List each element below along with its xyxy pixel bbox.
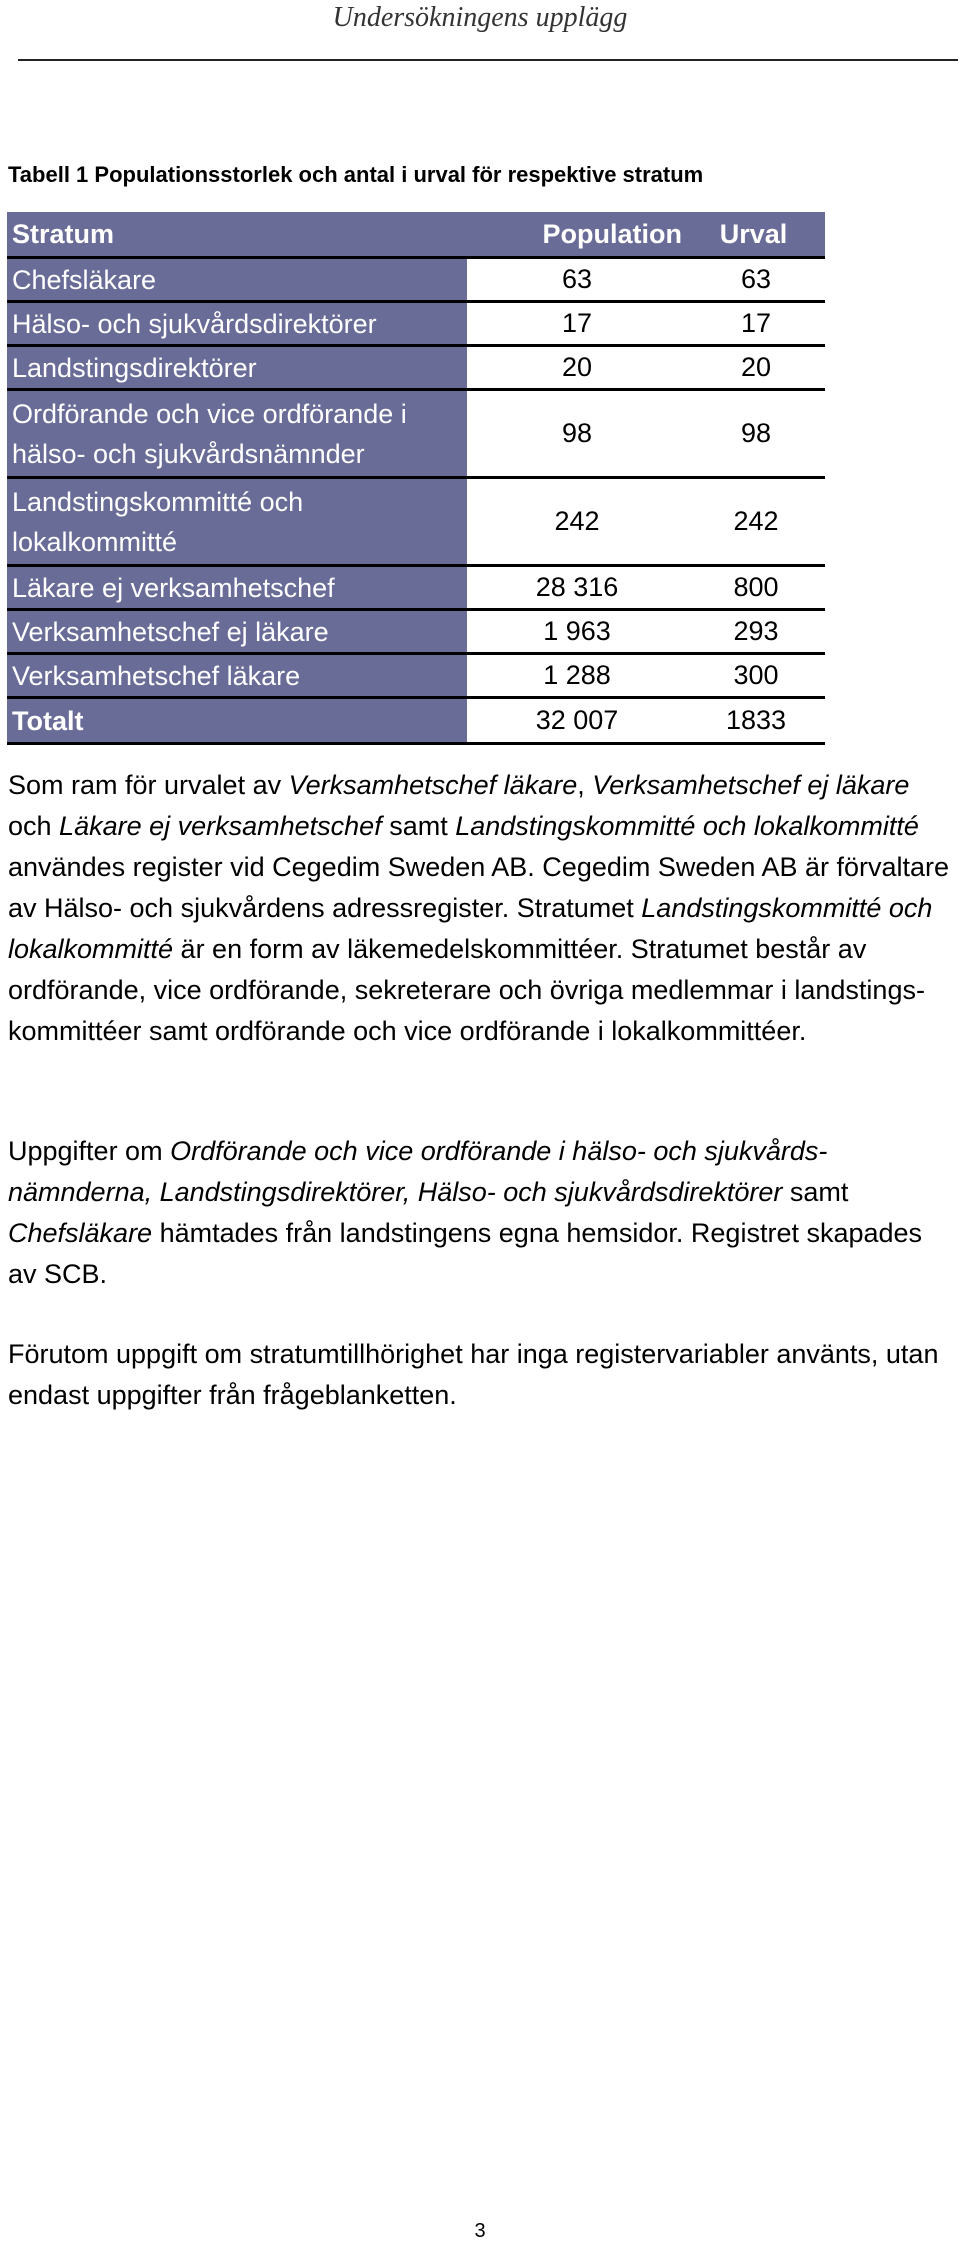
- text-run: och: [8, 811, 60, 841]
- population-table: [7, 212, 825, 745]
- row-urval: 293: [733, 616, 779, 646]
- italic-term: Ordförande och vice ordförande i hälso- och sjukvårds-nämnderna, Landstingsdirektörer, Hälso- och sjukvårdsdirektörer: [8, 1136, 828, 1207]
- paragraph-sampling-frame: [8, 765, 953, 1052]
- row-stratum: Landstingskommitté och lokalkommitté: [7, 479, 467, 564]
- table-row: [7, 391, 825, 479]
- text-run: Förutom uppgift om stratumtillhörighet har inga registervariabler använts, utan endast uppgifter från frågeblanketten.: [8, 1339, 939, 1410]
- text-run: hämtades från landstingens egna hemsidor. Registret skapades av SCB.: [8, 1218, 923, 1289]
- row-urval: 300: [733, 660, 779, 690]
- header-rule: [18, 59, 958, 61]
- row-population: 28 316: [535, 572, 619, 602]
- table-row: [7, 479, 825, 567]
- column-header-urval: Urval: [719, 218, 788, 249]
- paragraph-sources: [8, 1131, 953, 1295]
- text-run: användes register vid Cegedim Sweden AB. Cegedim Sweden AB är förvaltare av Hälso- och sjukvårdens adressregister. Stratumet: [8, 852, 950, 923]
- row-population: 98: [561, 418, 593, 448]
- total-urval: 1833: [725, 705, 787, 735]
- row-urval: 17: [740, 308, 772, 338]
- italic-term: Verksamhetschef ej läkare: [592, 770, 910, 800]
- row-urval: 20: [740, 352, 772, 382]
- text-run: Uppgifter om: [8, 1136, 171, 1166]
- text-run: samt: [782, 1177, 849, 1207]
- row-stratum: Chefsläkare: [7, 259, 467, 300]
- row-stratum: Ordförande och vice ordförande i hälso- och sjukvårdsnämnder: [7, 391, 467, 476]
- italic-term: Läkare ej verksamhetschef: [59, 811, 382, 841]
- page-number: 3: [474, 2220, 486, 2242]
- row-population: 242: [554, 506, 600, 536]
- paragraph-register-variables: [8, 1334, 953, 1416]
- row-population: 63: [561, 264, 593, 294]
- text-run: samt: [381, 811, 456, 841]
- text-run: är en form av läkemedelskommittéer. Stratumet består av ordförande, vice ordförande, sekreterare och övriga medlemmar i landstings-kommittéer samt ordförande och vice ordförande i lokalkommittéer.: [8, 934, 925, 1046]
- row-urval: 242: [733, 506, 779, 536]
- table-row: [7, 567, 825, 611]
- table-row: [7, 347, 825, 391]
- italic-term: Landstingskommitté och lokalkommitté: [8, 893, 933, 964]
- total-population: 32 007: [535, 705, 619, 735]
- text-run: Som ram för urvalet av: [8, 770, 289, 800]
- row-stratum: Landstingsdirektörer: [7, 347, 467, 388]
- italic-term: Chefsläkare: [8, 1218, 153, 1248]
- table-row: [7, 611, 825, 655]
- table-row: [7, 303, 825, 347]
- table-row: [7, 259, 825, 303]
- total-label: Totalt: [7, 699, 467, 742]
- row-urval: 98: [740, 418, 772, 448]
- row-stratum: Verksamhetschef läkare: [7, 655, 467, 696]
- text-run: ,: [577, 770, 593, 800]
- table-total-row: [7, 699, 825, 745]
- italic-term: Verksamhetschef läkare: [288, 770, 578, 800]
- column-header-population: Population: [542, 218, 682, 249]
- row-stratum: Verksamhetschef ej läkare: [7, 611, 467, 652]
- table-caption: Tabell 1 Populationsstorlek och antal i urval för respektive stratum: [8, 162, 704, 187]
- row-urval: 63: [740, 264, 772, 294]
- running-header: Undersökningens upplägg: [332, 2, 628, 33]
- row-population: 1 288: [543, 660, 611, 690]
- row-population: 17: [561, 308, 593, 338]
- row-stratum: Hälso- och sjukvårdsdirektörer: [7, 303, 467, 344]
- row-urval: 800: [733, 572, 779, 602]
- row-population: 20: [561, 352, 593, 382]
- table-row: [7, 655, 825, 699]
- column-header-stratum: Stratum: [7, 212, 467, 256]
- italic-term: Landstingskommitté och lokalkommitté: [455, 811, 919, 841]
- row-stratum: Läkare ej verksamhetschef: [7, 567, 467, 608]
- row-population: 1 963: [543, 616, 611, 646]
- table-header-row: [7, 212, 825, 259]
